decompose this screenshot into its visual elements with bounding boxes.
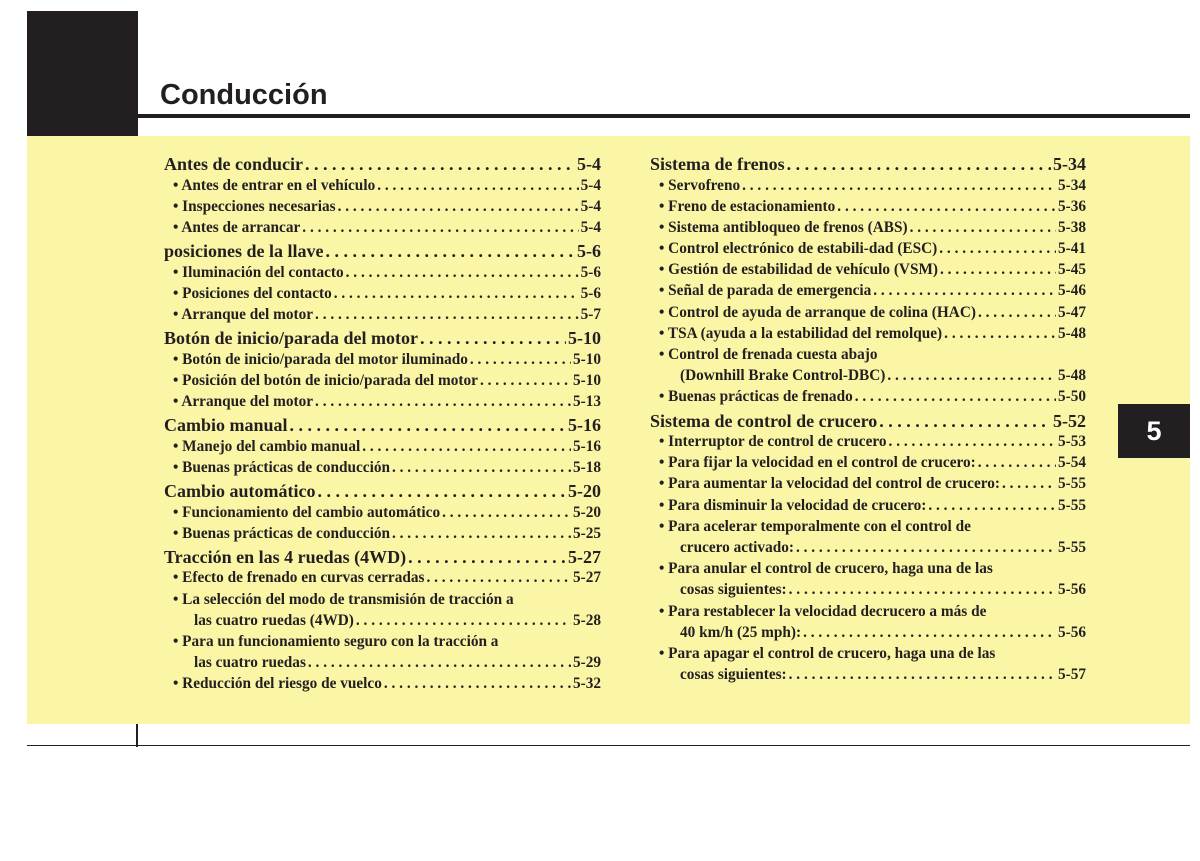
toc-subentry[interactable] — [164, 283, 601, 304]
toc-entry-text: • Inspecciones necesarias — [173, 197, 336, 215]
dot-leader — [408, 544, 566, 568]
toc-subentry[interactable] — [164, 175, 601, 196]
dot-leader — [392, 523, 571, 544]
dot-leader — [442, 502, 571, 523]
toc-entry-text: Antes de conducir — [164, 154, 303, 174]
toc-subentry[interactable] — [164, 391, 601, 412]
dot-leader — [796, 537, 1056, 558]
toc-section-entry[interactable] — [164, 325, 601, 349]
toc-page-number: 5-56 — [1057, 623, 1086, 641]
footer-rule — [27, 745, 1190, 746]
toc-page-number: 5-53 — [1057, 433, 1086, 451]
dot-leader — [928, 495, 1056, 516]
toc-entry-text: Sistema de frenos — [650, 154, 785, 174]
toc-section-entry[interactable] — [164, 544, 601, 568]
toc-subentry[interactable] — [164, 610, 601, 631]
toc-page-number: 5-6 — [577, 241, 601, 262]
toc-page-number: 5-25 — [572, 524, 601, 542]
toc-entry-text: • TSA (ayuda a la estabilidad del remolque) — [659, 324, 943, 342]
toc-subentry[interactable] — [650, 344, 1086, 365]
toc-entry-text: • Iluminación del contacto — [173, 263, 344, 281]
toc-page-number: 5-27 — [568, 546, 601, 567]
title-underline — [137, 114, 1190, 118]
dot-leader — [290, 412, 566, 436]
toc-subentry[interactable] — [650, 217, 1086, 238]
toc-page-number: 5-16 — [572, 437, 601, 455]
toc-subentry[interactable] — [164, 652, 601, 673]
toc-page-number: 5-48 — [1057, 367, 1086, 385]
toc-entry-text: • Arranque del motor — [173, 305, 314, 323]
toc-subentry[interactable] — [650, 452, 1086, 473]
toc-subentry[interactable] — [650, 386, 1086, 407]
dot-leader — [939, 238, 1056, 259]
toc-page-number: 5-28 — [572, 611, 601, 629]
toc-entry-text: • Antes de arrancar — [173, 218, 301, 236]
toc-entry-text: crucero activado: — [680, 539, 794, 556]
toc-entry-text: Cambio automático — [164, 481, 316, 502]
toc-subentry[interactable] — [650, 175, 1086, 196]
toc-entry-text: • Servofreno — [659, 176, 741, 194]
dot-leader — [978, 452, 1056, 473]
toc-entry-text: • Para fijar la velocidad en el control de crucero: — [659, 454, 976, 472]
toc-entry-text: • Gestión de estabilidad de vehículo (VSM) — [659, 261, 939, 279]
toc-entry-text: • Para restablecer la velocidad decrucero a más de — [659, 602, 987, 620]
dot-leader — [879, 408, 1051, 432]
toc-subentry[interactable] — [164, 304, 601, 325]
toc-subentry[interactable] — [164, 457, 601, 478]
toc-page-number: 5-6 — [580, 263, 601, 281]
toc-page-number: 5-34 — [1057, 176, 1086, 194]
toc-subentry[interactable] — [650, 196, 1086, 217]
toc-page-number: 5-7 — [580, 305, 601, 323]
toc-entry-text: (Downhill Brake Control-DBC) — [680, 367, 886, 385]
dot-leader — [346, 262, 579, 283]
toc-entry-text: • Para acelerar temporalmente con el control de — [659, 517, 971, 535]
dot-leader — [338, 196, 579, 217]
dot-leader — [940, 259, 1056, 280]
dot-leader — [787, 151, 1051, 175]
toc-page-number: 5-32 — [572, 675, 601, 693]
toc-entry-text: • Posiciones del contacto — [173, 284, 332, 302]
toc-entry-text: • Señal de parada de emergencia — [659, 282, 872, 300]
dot-leader — [889, 431, 1056, 452]
dot-leader — [978, 302, 1056, 323]
toc-page-number: 5-56 — [1057, 581, 1086, 599]
toc-entry-text: • Sistema antibloqueo de frenos (ABS) — [659, 218, 908, 236]
toc-entry-text: • Buenas prácticas de frenado — [659, 388, 853, 406]
toc-section-entry[interactable] — [164, 238, 601, 262]
toc-subentry[interactable] — [650, 473, 1086, 494]
toc-entry-text: • Para anular el control de crucero, haga una de las — [659, 560, 993, 578]
dot-leader — [315, 391, 571, 412]
toc-page-number: 5-55 — [1057, 475, 1086, 493]
toc-entry-text: • Para apagar el control de crucero, haga una de las — [659, 644, 996, 662]
toc-page-number: 5-47 — [1057, 303, 1086, 321]
toc-entry-text: Cambio manual — [164, 415, 288, 436]
toc-page-number: 5-57 — [1057, 666, 1086, 684]
toc-section-entry[interactable] — [164, 412, 601, 436]
toc-page-number: 5-13 — [572, 393, 601, 410]
toc-entry-text: posiciones de la llave — [164, 241, 324, 262]
toc-entry-text: • Para aumentar la velocidad del control de crucero: — [659, 475, 1000, 493]
dot-leader — [377, 175, 578, 196]
dot-leader — [470, 349, 571, 370]
toc-subentry[interactable] — [650, 302, 1086, 323]
dot-leader — [420, 325, 566, 349]
toc-subentry[interactable] — [650, 280, 1086, 301]
toc-entry-text: • Manejo del cambio manual — [173, 437, 361, 455]
toc-column-right — [650, 151, 1086, 685]
toc-subentry[interactable] — [164, 217, 601, 238]
toc-subentry[interactable] — [650, 601, 1086, 622]
toc-page-number: 5-16 — [568, 415, 601, 436]
toc-subentry[interactable] — [650, 643, 1086, 664]
toc-page-number: 5-27 — [572, 569, 601, 587]
toc-entry-text: • Botón de inicio/parada del motor iluminado — [173, 350, 468, 368]
toc-section-entry[interactable] — [164, 478, 601, 502]
toc-entry-text: • Control electrónico de estabili-dad (ESC) — [659, 240, 938, 258]
toc-subentry[interactable] — [650, 558, 1086, 579]
toc-entry-text: • Antes de entrar en el vehículo — [173, 176, 376, 194]
toc-entry-text: • Control de frenada cuesta abajo — [659, 346, 878, 363]
toc-page-number: 5-4 — [577, 154, 601, 174]
toc-subentry[interactable] — [650, 516, 1086, 537]
toc-page-number: 5-34 — [1053, 154, 1086, 174]
toc-page-number: 5-18 — [572, 458, 601, 476]
dot-leader — [837, 196, 1056, 217]
toc-subentry[interactable] — [650, 622, 1086, 643]
dot-leader — [326, 238, 575, 262]
toc-page-number: 5-41 — [1057, 240, 1086, 258]
toc-subentry[interactable] — [164, 567, 601, 588]
dot-leader — [944, 323, 1056, 344]
dot-leader — [873, 280, 1056, 301]
toc-section-entry[interactable] — [650, 408, 1086, 432]
dot-leader — [789, 664, 1056, 685]
toc-subentry[interactable] — [164, 436, 601, 457]
toc-entry-text: Botón de inicio/parada del motor — [164, 328, 419, 349]
dot-leader — [315, 304, 579, 325]
toc-section-entry[interactable] — [164, 151, 601, 175]
toc-entry-text: • Buenas prácticas de conducción — [173, 524, 390, 542]
toc-entry-text: las cuatro ruedas — [194, 654, 306, 672]
toc-page-number: 5-29 — [572, 654, 601, 672]
toc-entry-text: • Efecto de frenado en curvas cerradas — [173, 569, 425, 587]
toc-page-number: 5-52 — [1053, 410, 1086, 431]
toc-page-number: 5-55 — [1057, 496, 1086, 514]
toc-page-number: 5-10 — [572, 350, 601, 368]
toc-entry-text: • Interruptor de control de crucero — [659, 433, 887, 451]
toc-page-number: 5-20 — [568, 481, 601, 502]
toc-page-number: 5-36 — [1057, 197, 1086, 215]
toc-page-number: 5-54 — [1057, 454, 1086, 472]
toc-entry-text: las cuatro ruedas (4WD) — [194, 611, 354, 629]
chapter-tab[interactable]: 5 — [1118, 404, 1190, 458]
toc-subentry[interactable] — [164, 673, 601, 694]
dot-leader — [334, 283, 579, 304]
toc-subentry[interactable] — [650, 537, 1086, 558]
toc-page-number: 5-48 — [1057, 324, 1086, 342]
dot-leader — [384, 673, 571, 694]
toc-page-number: 5-4 — [580, 176, 601, 194]
toc-subentry[interactable] — [164, 349, 601, 370]
dot-leader — [308, 652, 571, 673]
dot-leader — [302, 217, 578, 238]
toc-entry-text: 40 km/h (25 mph): — [680, 623, 802, 641]
toc-page-number: 5-46 — [1057, 282, 1086, 300]
toc-page-number: 5-38 — [1057, 218, 1086, 236]
toc-page-number: 5-55 — [1057, 539, 1086, 556]
toc-subentry[interactable] — [650, 238, 1086, 259]
dot-leader — [392, 457, 571, 478]
dot-leader — [480, 370, 571, 391]
toc-column-left — [164, 151, 601, 695]
dot-leader — [855, 386, 1056, 407]
toc-section-entry[interactable] — [650, 151, 1086, 175]
dot-leader — [305, 151, 575, 175]
toc-subentry[interactable] — [164, 262, 601, 283]
toc-subentry[interactable] — [164, 370, 601, 391]
toc-page-number: 5-50 — [1057, 388, 1086, 406]
toc-entry-text: • Control de ayuda de arranque de colina (HAC) — [659, 303, 976, 321]
toc-subentry[interactable] — [650, 495, 1086, 516]
toc-page-number: 5-4 — [580, 218, 601, 236]
toc-subentry[interactable] — [164, 523, 601, 544]
toc-subentry[interactable] — [164, 502, 601, 523]
dot-leader — [426, 567, 570, 588]
toc-page-number: 5-20 — [572, 503, 601, 521]
toc-entry-text: • Freno de estacionamiento — [659, 197, 836, 215]
toc-subentry[interactable] — [164, 589, 601, 610]
dot-leader — [910, 217, 1056, 238]
toc-entry-text: • Arranque del motor — [173, 393, 314, 410]
toc-entry-text: cosas siguientes: — [680, 666, 787, 684]
dot-leader — [803, 622, 1056, 643]
toc-entry-text: • Para un funcionamiento seguro con la tracción a — [173, 633, 499, 650]
toc-page-number: 5-6 — [580, 284, 601, 302]
toc-entry-text: • Posición del botón de inicio/parada del motor — [173, 371, 478, 389]
dot-leader — [362, 436, 571, 457]
toc-page-number: 5-4 — [580, 197, 601, 215]
dot-leader — [789, 579, 1056, 600]
dot-leader — [318, 478, 567, 502]
toc-entry-text: • Para disminuir la velocidad de crucero: — [659, 496, 927, 514]
toc-entry-text: cosas siguientes: — [680, 581, 787, 599]
toc-entry-text: • La selección del modo de transmisión de tracción a — [173, 590, 514, 608]
dot-leader — [887, 365, 1056, 386]
toc-page-number: 5-10 — [568, 328, 601, 349]
toc-subentry[interactable] — [650, 259, 1086, 280]
toc-subentry[interactable] — [650, 365, 1086, 386]
page-title: Conducción — [160, 79, 328, 111]
toc-subentry[interactable] — [650, 431, 1086, 452]
toc-subentry[interactable] — [164, 196, 601, 217]
toc-entry-text: • Buenas prácticas de conducción — [173, 458, 390, 476]
toc-page-number: 5-10 — [572, 371, 601, 389]
toc-subentry[interactable] — [650, 579, 1086, 600]
toc-entry-text: • Reducción del riesgo de vuelco — [173, 675, 382, 693]
toc-entry-text: Tracción en las 4 ruedas (4WD) — [164, 546, 407, 567]
header-black-block — [27, 11, 137, 136]
toc-subentry[interactable] — [650, 323, 1086, 344]
toc-subentry[interactable] — [164, 631, 601, 652]
dot-leader — [1002, 473, 1056, 494]
dot-leader — [356, 610, 571, 631]
dot-leader — [742, 175, 1056, 196]
toc-entry-text: • Funcionamiento del cambio automático — [173, 503, 441, 521]
toc-page-number: 5-45 — [1057, 261, 1086, 279]
toc-entry-text: Sistema de control de crucero — [650, 410, 878, 431]
toc-subentry[interactable] — [650, 664, 1086, 685]
